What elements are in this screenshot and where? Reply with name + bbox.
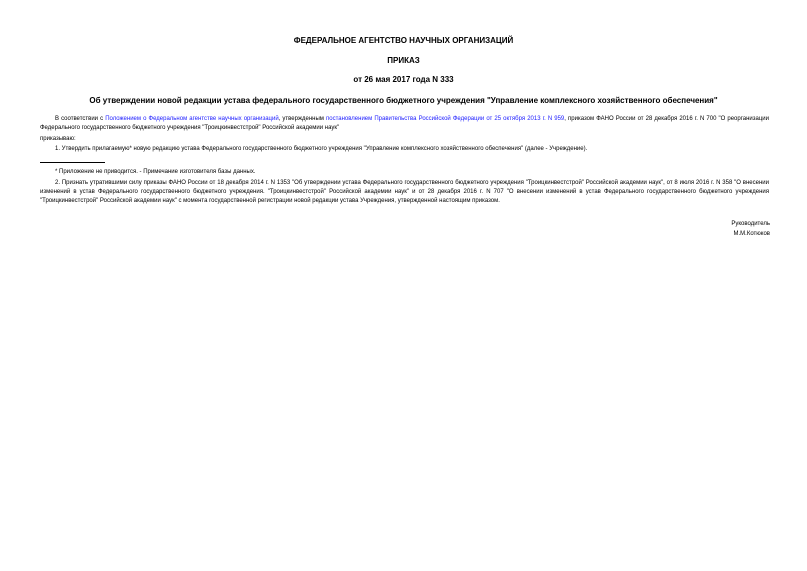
regulation-link[interactable]: Положением о Федеральном агентстве научных организаций [105, 116, 279, 122]
document-type: ПРИКАЗ [387, 56, 420, 65]
footnote-separator [40, 162, 105, 163]
footnote: * Приложение не приводится. - Примечание изготовителя базы данных. [55, 169, 256, 175]
intro-text-3: , приказом ФАНО России от 28 декабря 2016 г. N 700 "О реорганизации Федерального государственного бюджетного учреждения "Троицкинвестстрой" Российской академии наук" [40, 116, 770, 131]
document-title: Об утверждении новой редакции устава федерального государственного бюджетного учреждения "Управление комплексного хозяйственного обеспечения" [89, 96, 718, 105]
signatory-position: Руководитель [731, 221, 770, 227]
intro-text-1: В соответствии с [55, 116, 106, 122]
order-item-2: 2. Признать утратившими силу приказы ФАНО России от 18 декабря 2014 г. N 1353 "Об утверждении устава Федерального государственного бюджетного учреждения "Троицкинвестстрой" Российской академии наук", от 8 июля 2016 г. N 358 "О внесении изменений в устав Федерального государственного бюджетного учреждения. "Троицкинвестстрой" Российской академии наук" и от 28 декабря 2016 г. N 707 "О внесении изменений в устав Федерального государственного бюджетного учреждения "Троицкинвестстрой" Российской академии наук" с момента государственной регистрации новой редакции устава Учреждения, утвержденной настоящим приказом. [40, 180, 769, 204]
intro-paragraph [40, 115, 769, 133]
signatory-name: М.М.Котюков [733, 231, 770, 237]
agency-name: ФЕДЕРАЛЬНОЕ АГЕНТСТВО НАУЧНЫХ ОРГАНИЗАЦИЙ [293, 36, 514, 45]
order-word: приказываю: [40, 136, 76, 142]
order-item-1: 1. Утвердить прилагаемую* новую редакцию устава Федерального государственного бюджетного учреждения "Управление комплексного хозяйственного обеспечения" (далее - Учреждение). [55, 146, 588, 152]
government-decree-link[interactable]: постановлением Правительства Российской Федерации от 25 октября 2013 г. N 959 [325, 116, 565, 122]
document-date-number: от 26 мая 2017 года N 333 [353, 75, 454, 84]
intro-text-2: , утвержденным [278, 116, 326, 122]
